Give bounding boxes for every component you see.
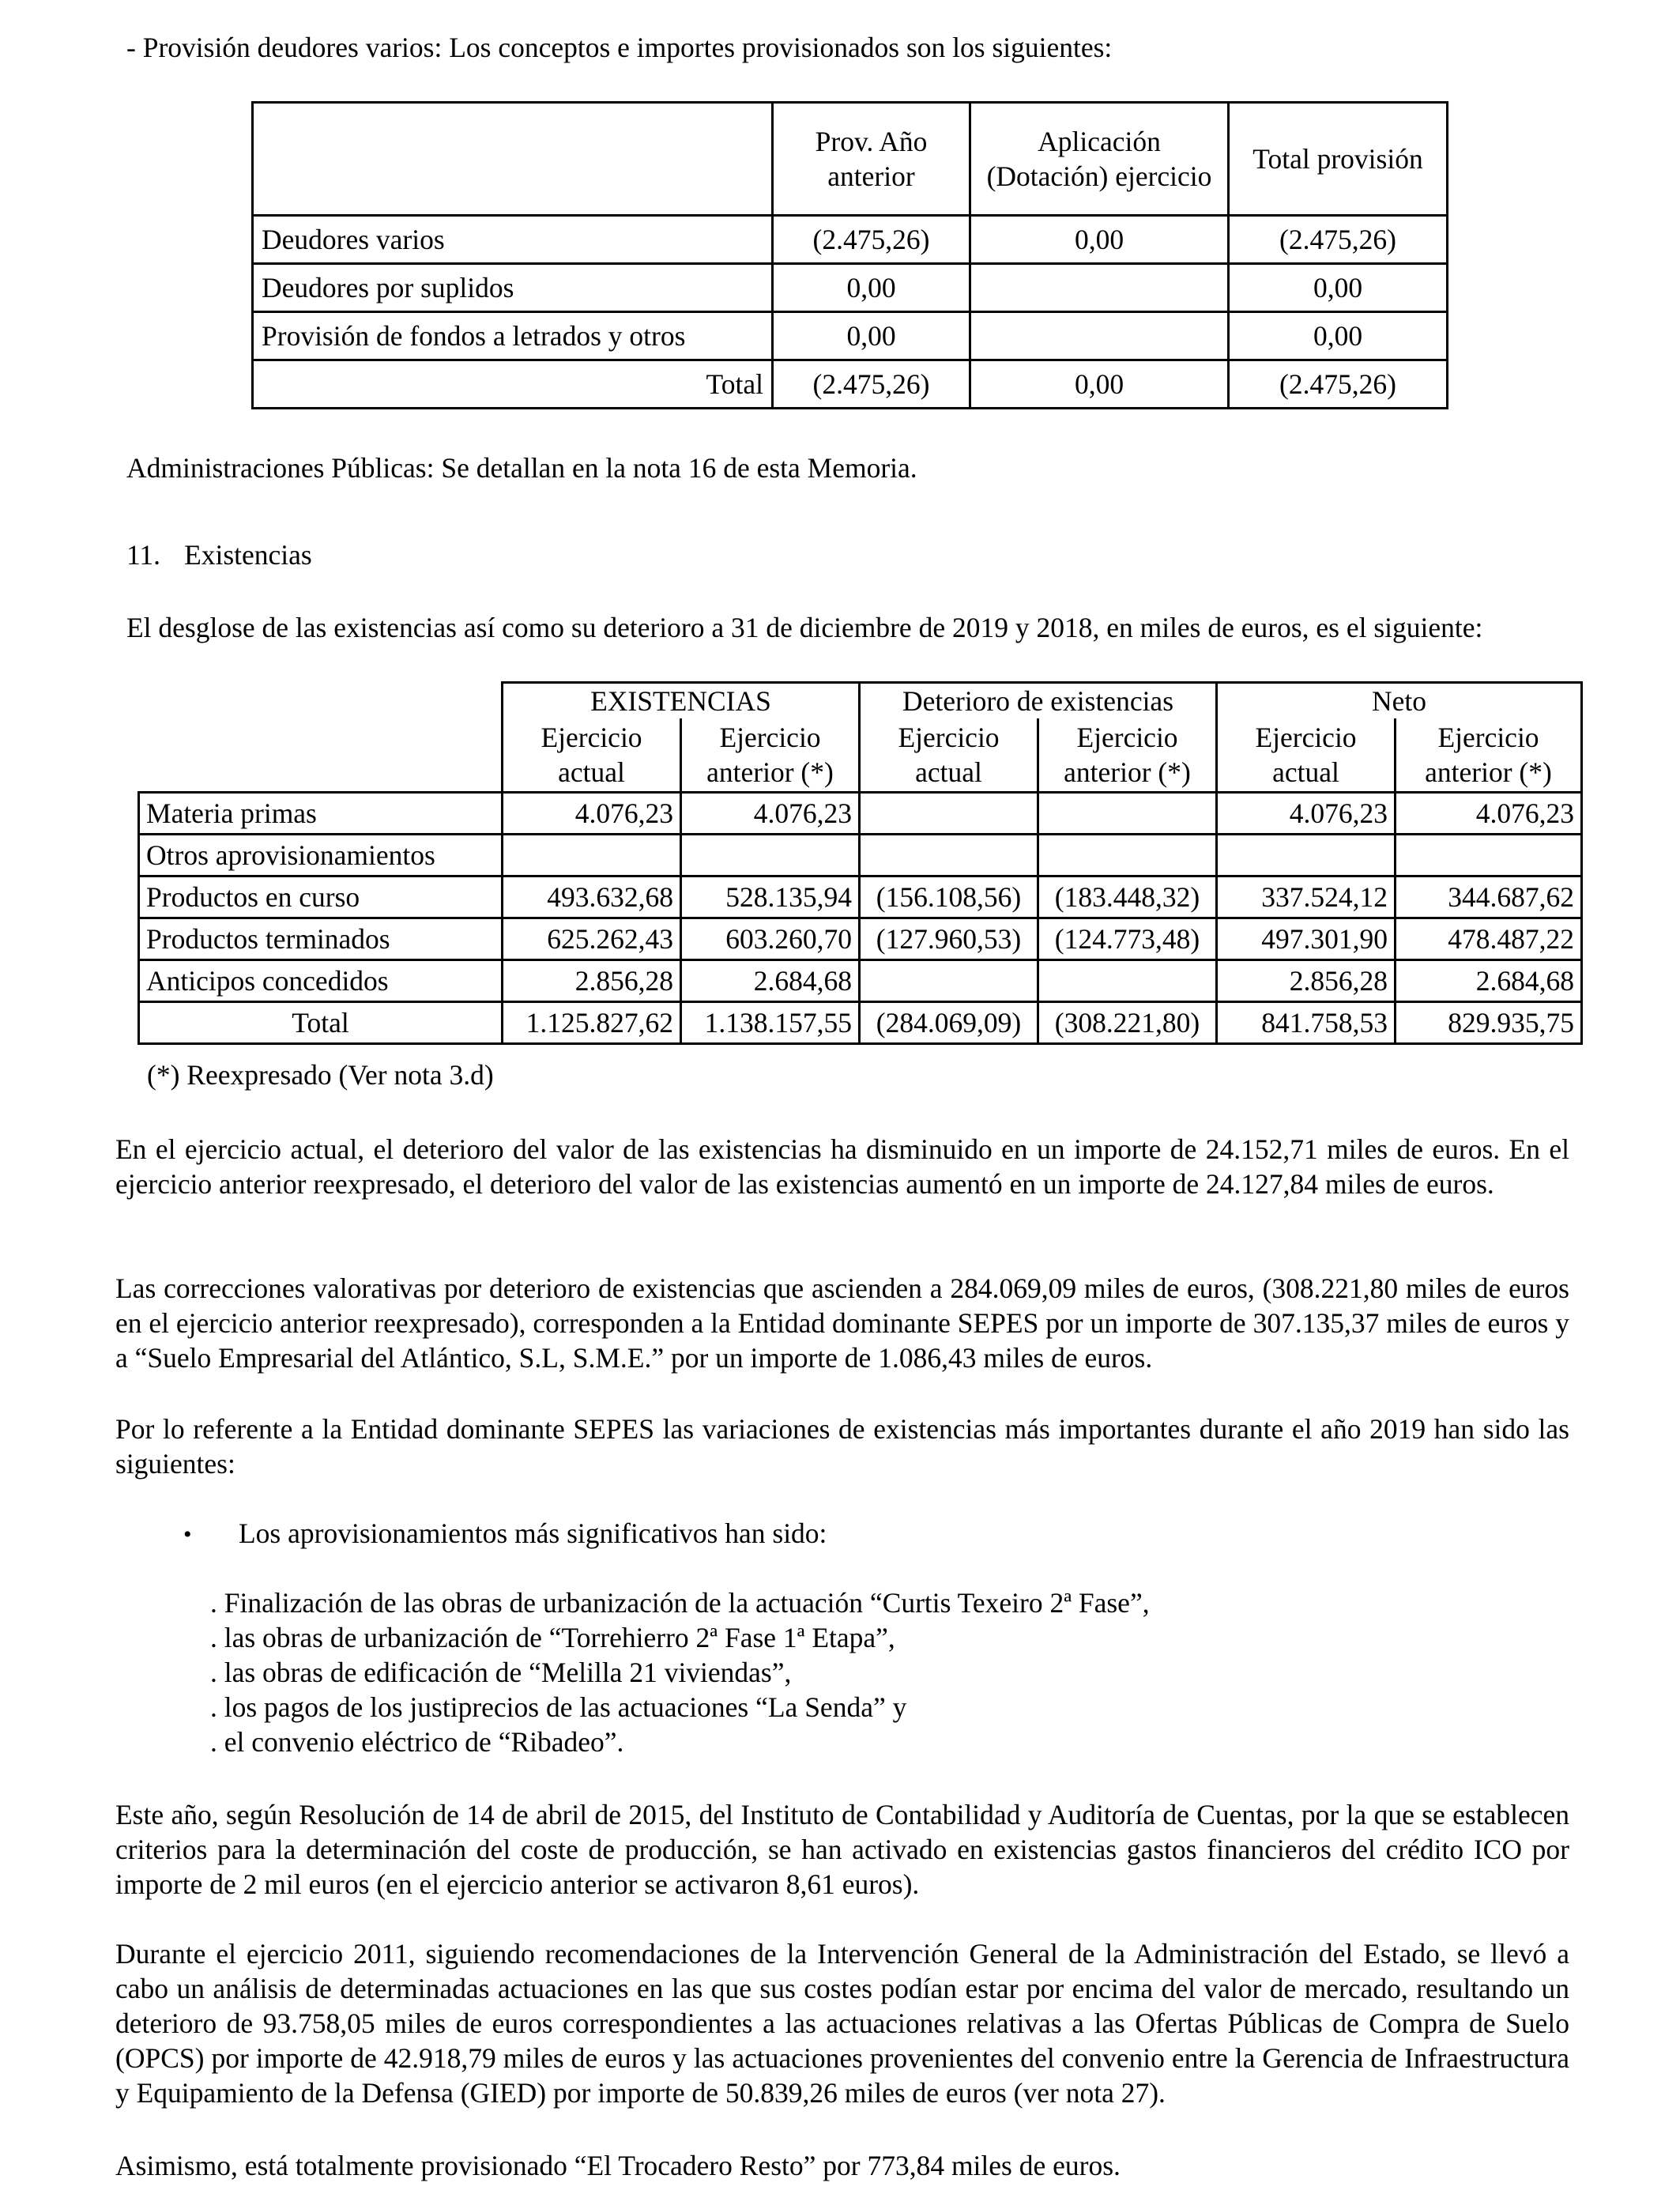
row-label: Materia primas: [139, 793, 503, 835]
cell: 493.632,68: [503, 876, 681, 918]
provision-table: [251, 101, 1448, 409]
row-label: Anticipos concedidos: [139, 960, 503, 1002]
admin-publicas-text: Administraciones Públicas: Se detallan en la nota 16 de esta Memoria.: [126, 452, 917, 484]
bullet-icon: •: [183, 1521, 192, 1547]
cell: 4.076,23: [1217, 793, 1396, 835]
cell: 0,00: [1229, 264, 1448, 312]
cell: [1038, 960, 1217, 1002]
row-label: Deudores varios: [253, 216, 773, 264]
cell: 0,00: [1229, 312, 1448, 360]
provision-header-prev: Prov. Año anterior: [773, 103, 970, 216]
section-title: Existencias: [184, 539, 312, 571]
para-correcciones: Las correcciones valorativas por deterioro de existencias que ascienden a 284.069,09 miles de euros, (308.221,80 miles de euros en el ejercicio anterior reexpresado), corresponden a la Entidad dominante SEPES por un importe de 307.135,37 miles de euros y a “Suelo Empresarial del Atlántico, S.L, S.M.E.” por un importe de 1.086,43 miles de euros.: [115, 1272, 1569, 1374]
desglose-intro: El desglose de las existencias así como su deterioro a 31 de diciembre de 2019 y 2018, en miles de euros, es el siguiente:: [126, 612, 1483, 643]
cell: [860, 960, 1038, 1002]
cell: 625.262,43: [503, 918, 681, 960]
cell: [1038, 793, 1217, 835]
cell: (124.773,48): [1038, 918, 1217, 960]
table-row: [139, 918, 1582, 960]
cell: 497.301,90: [1217, 918, 1396, 960]
cell: 0,00: [970, 216, 1229, 264]
cell: 4.076,23: [681, 793, 860, 835]
cell: 4.076,23: [503, 793, 681, 835]
subheader: Ejercicio anterior (*): [681, 718, 860, 793]
cell: [970, 312, 1229, 360]
para-sepes: Por lo referente a la Entidad dominante SEPES las variaciones de existencias más importantes durante el año 2019 han sido las siguientes:: [115, 1413, 1569, 1480]
cell: [1396, 835, 1582, 876]
table-row: [139, 835, 1582, 876]
cell: 478.487,22: [1396, 918, 1582, 960]
table2-corner: [139, 683, 503, 793]
cell: [1038, 835, 1217, 876]
cell: (127.960,53): [860, 918, 1038, 960]
list-item: . Finalización de las obras de urbanización de la actuación “Curtis Texeiro 2ª Fase”,: [210, 1587, 1150, 1619]
para-resolucion: Este año, según Resolución de 14 de abril de 2015, del Instituto de Contabilidad y Auditoría de Cuentas, por la que se establecen criterios para la determinación del coste de producción, se han activado en existencias gastos financieros del crédito ICO por importe de 2 mil euros (en el ejercicio anterior se activaron 8,61 euros).: [115, 1799, 1569, 1900]
cell: 0,00: [970, 360, 1229, 409]
subheader: Ejercicio actual: [1217, 718, 1396, 793]
cell: 1.125.827,62: [503, 1002, 681, 1044]
para-trocadero: Asimismo, está totalmente provisionado “El Trocadero Resto” por 773,84 miles de euros.: [115, 2150, 1121, 2181]
table-row: [139, 793, 1582, 835]
provision-header-applic: Aplicación (Dotación) ejercicio: [970, 103, 1229, 216]
cell: 337.524,12: [1217, 876, 1396, 918]
cell: 0,00: [773, 312, 970, 360]
row-label: Provisión de fondos a letrados y otros: [253, 312, 773, 360]
subheader: Ejercicio actual: [860, 718, 1038, 793]
row-label: Productos terminados: [139, 918, 503, 960]
cell: 344.687,62: [1396, 876, 1582, 918]
para-2011: Durante el ejercicio 2011, siguiendo recomendaciones de la Intervención General de la Administración del Estado, se llevó a cabo un análisis de determinadas actuaciones en las que sus costes podían estar por encima del valor de mercado, resultando un deterioro de 93.758,05 miles de euros correspondientes a las actuaciones relativas a las Ofertas Públicas de Compra de Suelo (OPCS) por importe de 42.918,79 miles de euros y las actuaciones provenientes del convenio entre la Gerencia de Infraestructura y Equipamiento de la Defensa (GIED) por importe de 50.839,26 miles de euros (ver nota 27).: [115, 1938, 1569, 2109]
subheader: Ejercicio actual: [503, 718, 681, 793]
row-label: Otros aprovisionamientos: [139, 835, 503, 876]
row-label: Deudores por suplidos: [253, 264, 773, 312]
cell: 0,00: [773, 264, 970, 312]
table-total-row: [253, 360, 1448, 409]
section-heading: [126, 537, 312, 572]
cell: (2.475,26): [773, 360, 970, 409]
cell: (2.475,26): [1229, 360, 1448, 409]
cell: 2.684,68: [681, 960, 860, 1002]
cell: (308.221,80): [1038, 1002, 1217, 1044]
total-label: Total: [139, 1002, 503, 1044]
list-item: . las obras de edificación de “Melilla 21 viviendas”,: [210, 1657, 792, 1688]
group-neto: Neto: [1217, 683, 1582, 719]
table-row: [253, 312, 1448, 360]
provision-intro: - Provisión deudores varios: Los conceptos e importes provisionados son los siguientes:: [126, 32, 1113, 63]
cell: 2.684,68: [1396, 960, 1582, 1002]
cell: 603.260,70: [681, 918, 860, 960]
provision-header-blank: [253, 103, 773, 216]
subheader: Ejercicio anterior (*): [1038, 718, 1217, 793]
list-item: . los pagos de los justiprecios de las actuaciones “La Senda” y: [210, 1691, 907, 1723]
cell: (284.069,09): [860, 1002, 1038, 1044]
cell: 2.856,28: [503, 960, 681, 1002]
existencias-table: [137, 681, 1583, 1045]
cell: 829.935,75: [1396, 1002, 1582, 1044]
provision-header-total: Total provisión: [1229, 103, 1448, 216]
total-label: Total: [253, 360, 773, 409]
cell: (2.475,26): [773, 216, 970, 264]
list-item: . el convenio eléctrico de “Ribadeo”.: [210, 1726, 624, 1758]
table-footnote: (*) Reexpresado (Ver nota 3.d): [147, 1059, 494, 1091]
cell: 841.758,53: [1217, 1002, 1396, 1044]
section-number: 11.: [126, 539, 161, 571]
table-total-row: [139, 1002, 1582, 1044]
cell: 528.135,94: [681, 876, 860, 918]
cell: [503, 835, 681, 876]
cell: [860, 835, 1038, 876]
cell: 4.076,23: [1396, 793, 1582, 835]
table-row: [253, 216, 1448, 264]
cell: [860, 793, 1038, 835]
row-label: Productos en curso: [139, 876, 503, 918]
para-deterioro: En el ejercicio actual, el deterioro del valor de las existencias ha disminuido en un importe de 24.152,71 miles de euros. En el ejercicio anterior reexpresado, el deterioro del valor de las existencias aumentó en un importe de 24.127,84 miles de euros.: [115, 1133, 1569, 1200]
cell: 2.856,28: [1217, 960, 1396, 1002]
group-deterioro: Deterioro de existencias: [860, 683, 1217, 719]
cell: 1.138.157,55: [681, 1002, 860, 1044]
bullet-text: Los aprovisionamientos más significativos han sido:: [239, 1517, 827, 1549]
cell: (156.108,56): [860, 876, 1038, 918]
subheader: Ejercicio anterior (*): [1396, 718, 1582, 793]
table-row: [139, 960, 1582, 1002]
cell: (183.448,32): [1038, 876, 1217, 918]
list-item: . las obras de urbanización de “Torrehierro 2ª Fase 1ª Etapa”,: [210, 1622, 895, 1653]
cell: [1217, 835, 1396, 876]
cell: (2.475,26): [1229, 216, 1448, 264]
group-existencias: EXISTENCIAS: [503, 683, 860, 719]
table-row: [139, 876, 1582, 918]
cell: [681, 835, 860, 876]
table-row: [253, 264, 1448, 312]
cell: [970, 264, 1229, 312]
